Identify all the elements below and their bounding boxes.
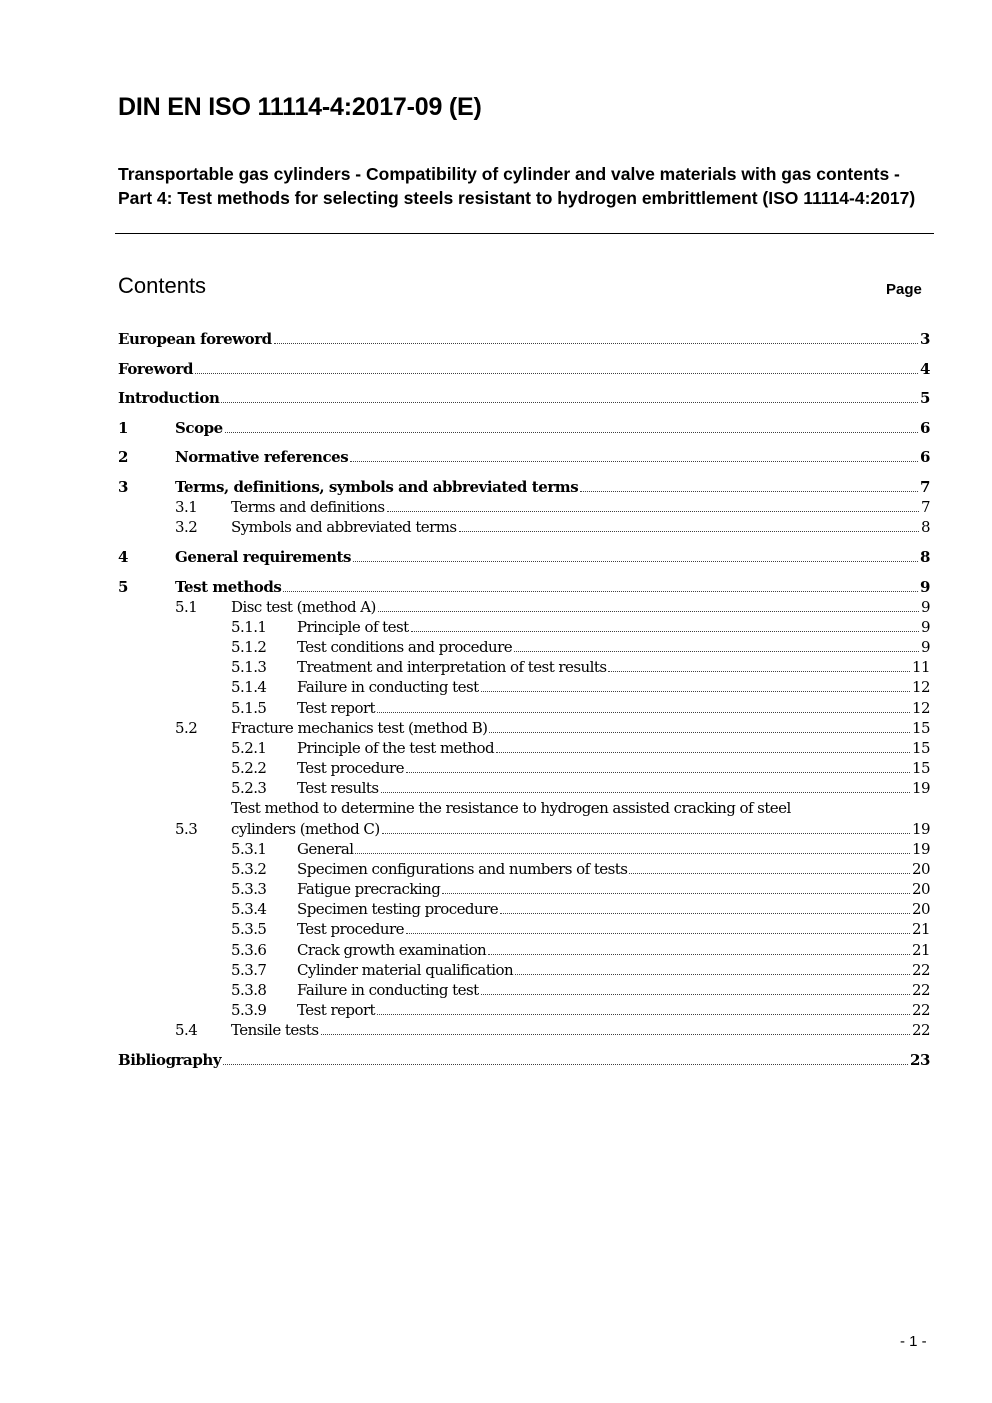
toc-entry[interactable]: [118, 879, 930, 899]
toc-entry[interactable]: [118, 447, 930, 467]
toc-entry-number: 3.1: [175, 498, 198, 516]
toc-entry-title: Crack growth examination: [297, 941, 487, 959]
dot-leader: [377, 1000, 910, 1015]
toc-entry[interactable]: [118, 859, 930, 879]
toc-entry-number: 5.1.1: [231, 618, 267, 636]
toc-entry-page: 20: [912, 860, 930, 878]
toc-entry[interactable]: [118, 547, 930, 567]
document-id: DIN EN ISO 11114-4:2017-09 (E): [118, 93, 482, 121]
dot-leader: [514, 637, 919, 652]
toc-entry-page: 15: [912, 759, 930, 777]
toc-entry-page: 4: [920, 360, 930, 378]
toc-entry-page: 7: [921, 498, 930, 516]
toc-entry[interactable]: [118, 960, 930, 980]
toc-entry-page: 8: [921, 518, 930, 536]
toc-entry-number: 5.3.5: [231, 920, 267, 938]
footer-page-number: - 1 -: [900, 1333, 927, 1350]
dot-leader: [350, 447, 918, 462]
toc-entry[interactable]: [118, 577, 930, 597]
toc-entry-number: 5.3.2: [231, 860, 267, 878]
toc-entry[interactable]: [118, 418, 930, 438]
toc-entry-title: Test results: [297, 779, 379, 797]
dot-leader: [459, 517, 919, 532]
dot-leader: [221, 388, 918, 403]
toc-entry-title: Bibliography: [118, 1051, 222, 1069]
dot-leader: [321, 1020, 911, 1035]
toc-entry-page: 6: [920, 419, 930, 437]
toc-entry[interactable]: [118, 359, 930, 379]
toc-entry-title: Normative references: [175, 448, 349, 466]
toc-entry-title: Principle of test: [297, 618, 409, 636]
toc-entry-title: Disc test (method A): [231, 598, 376, 616]
toc-entry-number: 5.2.1: [231, 739, 267, 757]
toc-entry-number: 5.2.3: [231, 779, 267, 797]
toc-entry[interactable]: [118, 738, 930, 758]
toc-entry-title: Specimen configurations and numbers of tests: [297, 860, 628, 878]
toc-entry-number: 5.3.3: [231, 880, 267, 898]
toc-entry-page: 19: [912, 820, 930, 838]
toc-entry-title: Test procedure: [297, 759, 404, 777]
toc-entry[interactable]: [118, 940, 930, 960]
toc-entry-title: Foreword: [118, 360, 193, 378]
toc-entry[interactable]: [118, 477, 930, 497]
toc-entry-title: Terms and definitions: [231, 498, 385, 516]
dot-leader: [481, 677, 910, 692]
toc-entry[interactable]: [118, 778, 930, 798]
toc-entry-title: Fracture mechanics test (method B): [231, 719, 488, 737]
toc-entry-page: 20: [912, 880, 930, 898]
toc-entry-page: 9: [921, 638, 930, 656]
toc-entry[interactable]: [118, 597, 930, 617]
toc-entry-number: 4: [118, 548, 128, 566]
toc-entry[interactable]: [118, 329, 930, 349]
toc-entry-page: 21: [912, 941, 930, 959]
toc-entry[interactable]: [118, 677, 930, 697]
toc-entry-title: Scope: [175, 419, 223, 437]
toc-entry-title: Introduction: [118, 389, 220, 407]
dot-leader: [377, 698, 910, 713]
toc-entry[interactable]: [118, 637, 930, 657]
dot-leader: [608, 657, 910, 672]
toc-entry-page: 11: [912, 658, 930, 676]
dot-leader: [442, 879, 910, 894]
toc-entry-title: Principle of the test method: [297, 739, 495, 757]
toc-entry-number: 5.2: [175, 719, 198, 737]
toc-entry[interactable]: [118, 839, 930, 859]
toc-entry-number: 3.2: [175, 518, 198, 536]
toc-entry-page: 12: [912, 699, 930, 717]
toc-entry-page: 15: [912, 739, 930, 757]
toc-entry-title: Test conditions and procedure: [297, 638, 513, 656]
dot-leader: [353, 547, 918, 562]
toc-entry-page: 9: [921, 618, 930, 636]
toc-entry-number: 5.1.4: [231, 678, 267, 696]
toc-entry[interactable]: [118, 517, 930, 537]
toc-entry-number: 5.2.2: [231, 759, 267, 777]
toc-entry-number: 5: [118, 578, 128, 596]
toc-entry[interactable]: [118, 388, 930, 408]
toc-entry-title: Test report: [297, 1001, 376, 1019]
dot-leader: [195, 359, 918, 374]
toc-entry-number: 5.4: [175, 1021, 198, 1039]
toc-entry-page: 15: [912, 719, 930, 737]
toc-entry[interactable]: [118, 698, 930, 718]
toc-entry-page: 7: [920, 478, 930, 496]
toc-entry-title: Test methods: [175, 578, 282, 596]
toc-entry-page: 22: [912, 981, 930, 999]
toc-entry[interactable]: [118, 919, 930, 939]
toc-entry-title: General: [297, 840, 354, 858]
dot-leader: [496, 738, 910, 753]
toc-entry-page: 22: [912, 1021, 930, 1039]
toc-entry-page: 3: [920, 330, 930, 348]
toc-entry-page: 9: [920, 578, 930, 596]
toc-entry-title: Test report: [297, 699, 376, 717]
toc-entry-number: 5.3.4: [231, 900, 267, 918]
contents-heading: Contents: [118, 273, 207, 298]
dot-leader: [488, 940, 910, 955]
toc-entry-page: 20: [912, 900, 930, 918]
toc-entry-page: 6: [920, 448, 930, 466]
toc-entry[interactable]: [118, 980, 930, 1000]
dot-leader: [355, 839, 910, 854]
dot-leader: [406, 758, 910, 773]
dot-leader: [274, 329, 918, 344]
toc-entry-page: 9: [921, 598, 930, 616]
dot-leader: [629, 859, 910, 874]
toc-entry-title: Failure in conducting test: [297, 981, 479, 999]
toc-entry-page: 12: [912, 678, 930, 696]
toc-entry-page: 19: [912, 840, 930, 858]
toc-entry[interactable]: [118, 718, 930, 738]
toc-entry-title: Test procedure: [297, 920, 404, 938]
toc-entry[interactable]: [118, 819, 930, 839]
toc-entry-title: Failure in conducting test: [297, 678, 479, 696]
toc-entry-page: 23: [910, 1051, 930, 1069]
dot-leader: [381, 778, 910, 793]
dot-leader: [283, 577, 918, 592]
toc-entry-page: 8: [920, 548, 930, 566]
toc-entry-title: Symbols and abbreviated terms: [231, 518, 457, 536]
toc-entry-number: 5.3.8: [231, 981, 267, 999]
toc-entry-number: 5.3.9: [231, 1001, 267, 1019]
toc-entry-title: Terms, definitions, symbols and abbreviated terms: [175, 478, 579, 496]
dot-leader: [387, 497, 919, 512]
toc-entry-number: 5.1.2: [231, 638, 267, 656]
dot-leader: [411, 617, 919, 632]
dot-leader: [406, 919, 910, 934]
dot-leader: [382, 819, 910, 834]
toc-entry-number: 2: [118, 448, 128, 466]
dot-leader: [378, 597, 919, 612]
document-title: Transportable gas cylinders - Compatibility of cylinder and valve materials with gas contents - Part 4: Test methods for selecting steels resistant to hydrogen embrittlement (ISO 11114-4:2017): [118, 164, 916, 208]
page-column-heading: Page: [886, 281, 922, 298]
dot-leader: [225, 418, 918, 433]
toc-entry-title: European foreword: [118, 330, 272, 348]
toc-entry[interactable]: [118, 1020, 930, 1040]
toc-entry-page: 5: [920, 389, 930, 407]
toc-entry-number: 5.1.5: [231, 699, 267, 717]
toc-entry[interactable]: [118, 758, 930, 778]
dot-leader: [500, 899, 910, 914]
toc-entry[interactable]: [118, 497, 930, 517]
toc-entry-title: cylinders (method C): [231, 820, 380, 838]
toc-entry-number: 1: [118, 419, 128, 437]
toc-entry-page: 21: [912, 920, 930, 938]
toc-entry-number: 5.3: [175, 820, 198, 838]
title-divider: [115, 233, 934, 234]
toc-entry-number: 5.3.6: [231, 941, 267, 959]
toc-entry-number: 3: [118, 478, 128, 496]
toc-entry[interactable]: [118, 1000, 930, 1020]
toc-entry-title: Cylinder material qualification: [297, 961, 514, 979]
toc-entry-page: 22: [912, 961, 930, 979]
dot-leader: [580, 477, 918, 492]
dot-leader: [223, 1050, 908, 1065]
toc-entry-number: 5.1.3: [231, 658, 267, 676]
toc-entry-title: Tensile tests: [231, 1021, 319, 1039]
dot-leader: [515, 960, 910, 975]
toc-entry[interactable]: [118, 617, 930, 637]
toc-entry-number: 5.3.1: [231, 840, 267, 858]
toc-entry[interactable]: [118, 657, 930, 677]
toc-entry-title: Fatigue precracking: [297, 880, 441, 898]
toc-entry[interactable]: [118, 899, 930, 919]
toc-entry-number: 5.1: [175, 598, 198, 616]
toc-entry-title: Treatment and interpretation of test results: [297, 658, 607, 676]
dot-leader: [481, 980, 910, 995]
toc-entry-title: Specimen testing procedure: [297, 900, 499, 918]
toc-entry-number: 5.3.7: [231, 961, 267, 979]
toc-entry-title: General requirements: [175, 548, 352, 566]
toc-entry-page: 22: [912, 1001, 930, 1019]
toc-entry-title-line1: Test method to determine the resistance to hydrogen assisted cracking of steel: [231, 799, 791, 817]
toc-entry-page: 19: [912, 779, 930, 797]
dot-leader: [489, 718, 910, 733]
toc-entry[interactable]: [118, 1050, 930, 1070]
